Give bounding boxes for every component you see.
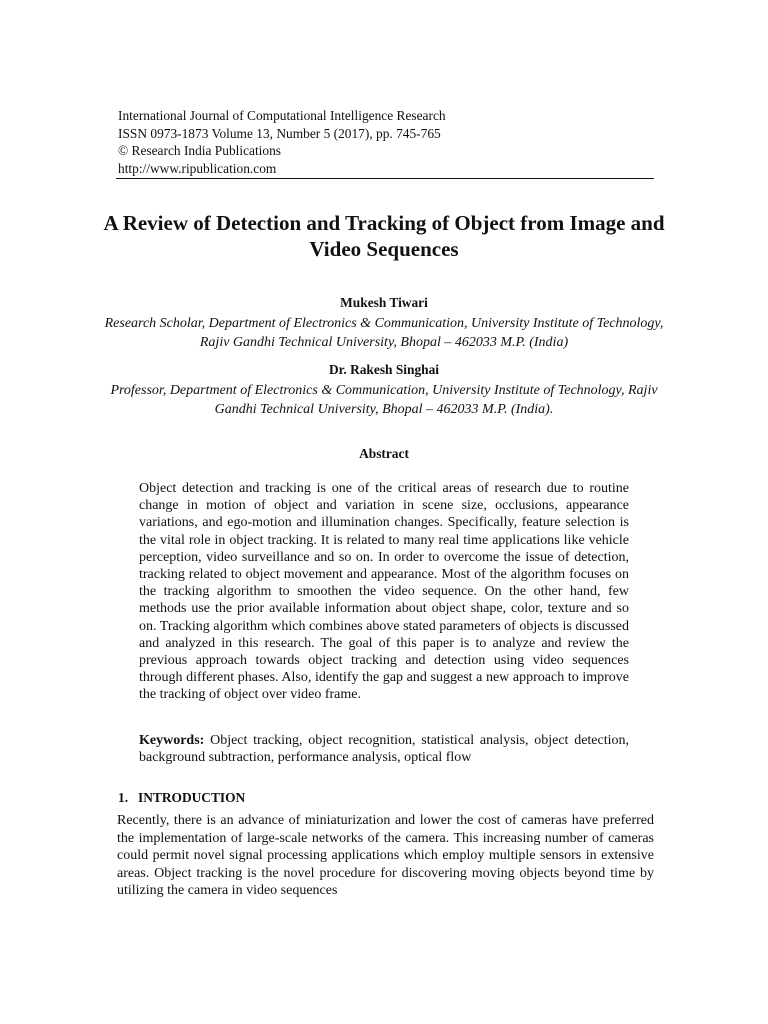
- abstract-heading: Abstract: [359, 446, 409, 461]
- section-heading: [118, 790, 245, 806]
- author-name: Dr. Rakesh Singhai: [328, 362, 439, 377]
- paper-title: A Review of Detection and Tracking of Object from Image and Video Sequences: [103, 211, 665, 261]
- abstract-body: Object detection and tracking is one of the critical areas of research due to routine change in motion of object and variation in scene size, occlusions, appearance variations, and ego-motion and illumination changes. Specifically, feature selection is the vital role in object tracking. It is related to many real time applications like vehicle perception, video surveillance and so on. In order to overcome the issue of detection, tracking related to object movement and appearance. Most of the algorithm focuses on the tracking algorithm to smoothen the video sequence. On the other hand, few methods use the prior available information about object shape, color, texture and so on. Tracking algorithm which combines above stated parameters of objects is discussed and analyzed in this research. The goal of this paper is to analyze and review the previous approach towards object tracking and detection using video sequences through different phases. Also, identify the gap and suggest a new approach to improve the tracking of object over video frame.: [139, 481, 629, 703]
- author-block-1: [100, 294, 668, 352]
- introduction-body: Recently, there is an advance of miniaturization and lower the cost of cameras have preferred the implementation of large-scale networks of the camera. This increasing number of cameras could permit novel signal processing applications which employ multiple sensors in extensive areas. Object tracking is the novel procedure for discovering moving objects beyond time by utilizing the camera in video sequences: [117, 813, 654, 899]
- journal-header: [118, 107, 655, 177]
- header-divider: [116, 178, 654, 179]
- author-block-2: [100, 361, 668, 419]
- keywords: [139, 732, 629, 766]
- journal-publisher: © Research India Publications: [118, 143, 282, 159]
- journal-issn: ISSN 0973-1873 Volume 13, Number 5 (2017), pp. 745-765: [118, 125, 441, 141]
- journal-name: International Journal of Computational Intelligence Research: [118, 108, 446, 123]
- section-number: 1.: [118, 790, 129, 805]
- author-affiliation: Professor, Department of Electronics & Communication, University Institute of Technology, Rajiv Gandhi Technical University, Bhopal – 462033 M.P. (India).: [110, 383, 658, 417]
- journal-url: http://www.ripublication.com: [118, 160, 277, 176]
- author-affiliation: Research Scholar, Department of Electronics & Communication, University Institute of Technology, Rajiv Gandhi Technical University, Bhopal – 462033 M.P. (India): [104, 316, 664, 350]
- keywords-label: Keywords:: [139, 733, 205, 748]
- keywords-text: Object tracking, object recognition, statistical analysis, object detection, background subtraction, performance analysis, optical flow: [139, 733, 630, 766]
- author-name: Mukesh Tiwari: [340, 295, 428, 310]
- section-title: INTRODUCTION: [138, 790, 246, 805]
